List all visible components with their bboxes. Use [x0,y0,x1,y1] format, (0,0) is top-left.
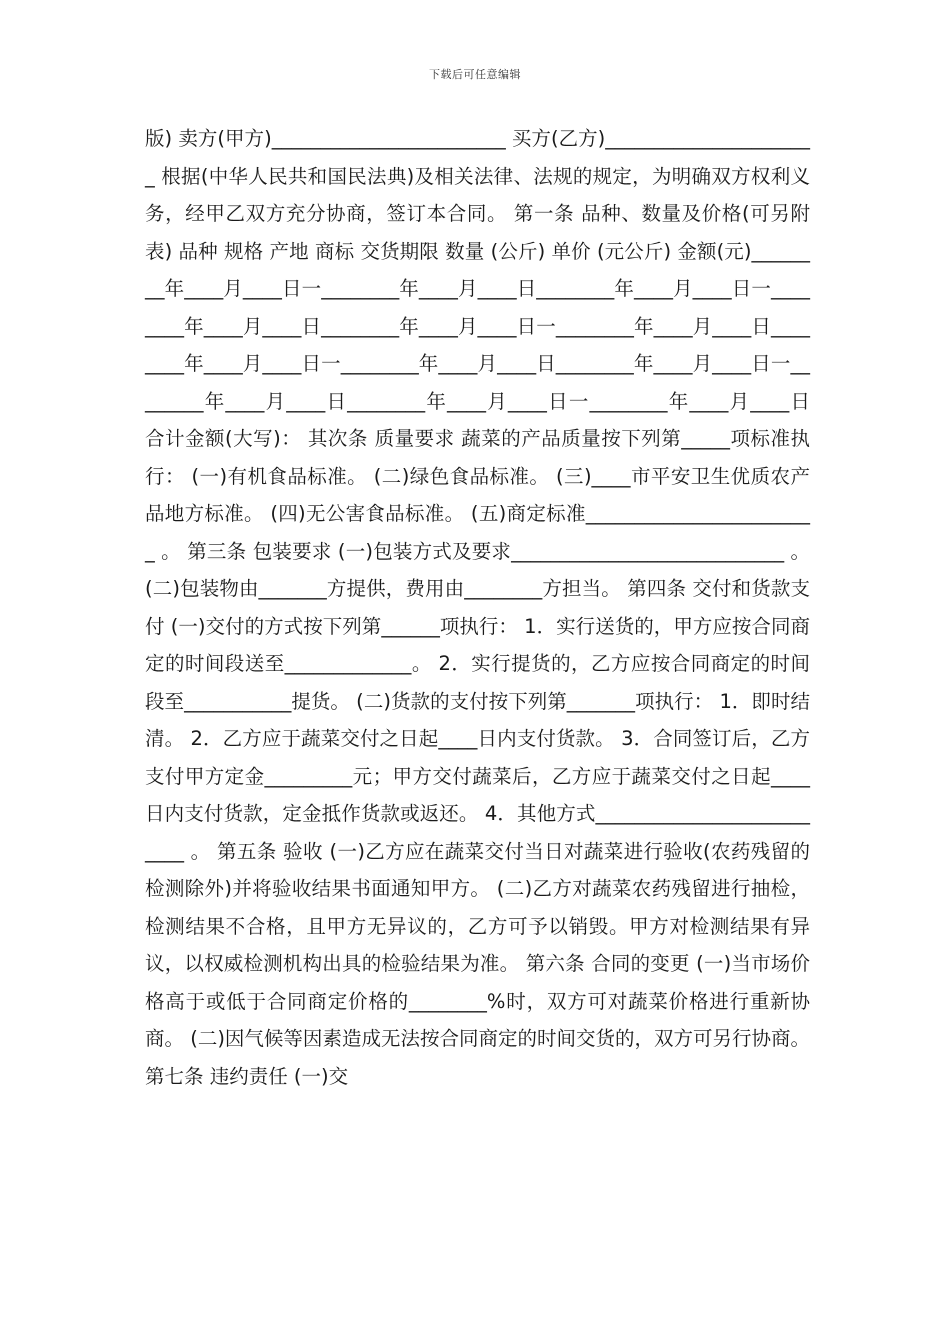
contract-body-text: 版) 卖方(甲方)________________________ 买方(乙方)______________________ 根据(中华人民共和国民法典)及相关法律、法规的规定，为明确双方权利义务，经甲乙双方充分协商，签订本合同。 第一条 品种、数量及价格(可另附表) 品种 规格 产地 商标 交货期限 数量 (公斤) 单价 (元公斤) 金额(元)________年____月____日一________年____月____日________年____月____日一________年____月____日________年____月____日一________年____月____日________年____月____日一________年____月____日________年____月____日一________年____月____日________年____月____日一________年____月____日 合计金额(大写)： 其次条 质量要求 蔬菜的产品质量按下列第_____项标准执行： (一)有机食品标准。 (二)绿色食品标准。 (三)____市平安卫生优质农产品地方标准。 (四)无公害食品标准。 (五)商定标准________________________ 。 第三条 包装要求 (一)包装方式及要求____________________________ 。 (二)包装物由_______方提供，费用由________方担当。 第四条 交付和货款支付 (一)交付的方式按下列第______项执行： 1．实行送货的，甲方应按合同商定的时间段送至_____________。 2．实行提货的，乙方应按合同商定的时间段至___________提货。 (二)货款的支付按下列第_______项执行： 1．即时结清。 2．乙方应于蔬菜交付之日起____日内支付货款。 3．合同签订后，乙方支付甲方定金_________元；甲方交付蔬菜后，乙方应于蔬菜交付之日起____日内支付货款，定金抵作货款或返还。 4．其他方式__________________________ 。 第五条 验收 (一)乙方应在蔬菜交付当日对蔬菜进行验收(农药残留的检测除外)并将验收结果书面通知甲方。 (二)乙方对蔬菜农药残留进行抽检，检测结果不合格，且甲方无异议的，乙方可予以销毁。甲方对检测结果有异议，以权威检测机构出具的检验结果为准。 第六条 合同的变更 (一)当市场价格高于或低于合同商定价格的________%时，双方可对蔬菜价格进行重新协商。 (二)因气候等因素造成无法按合同商定的时间交货的，双方可另行协商。 第七条 违约责任 (一)交 [145,127,810,1088]
page-header-note: 下载后可任意编辑 [429,68,521,81]
